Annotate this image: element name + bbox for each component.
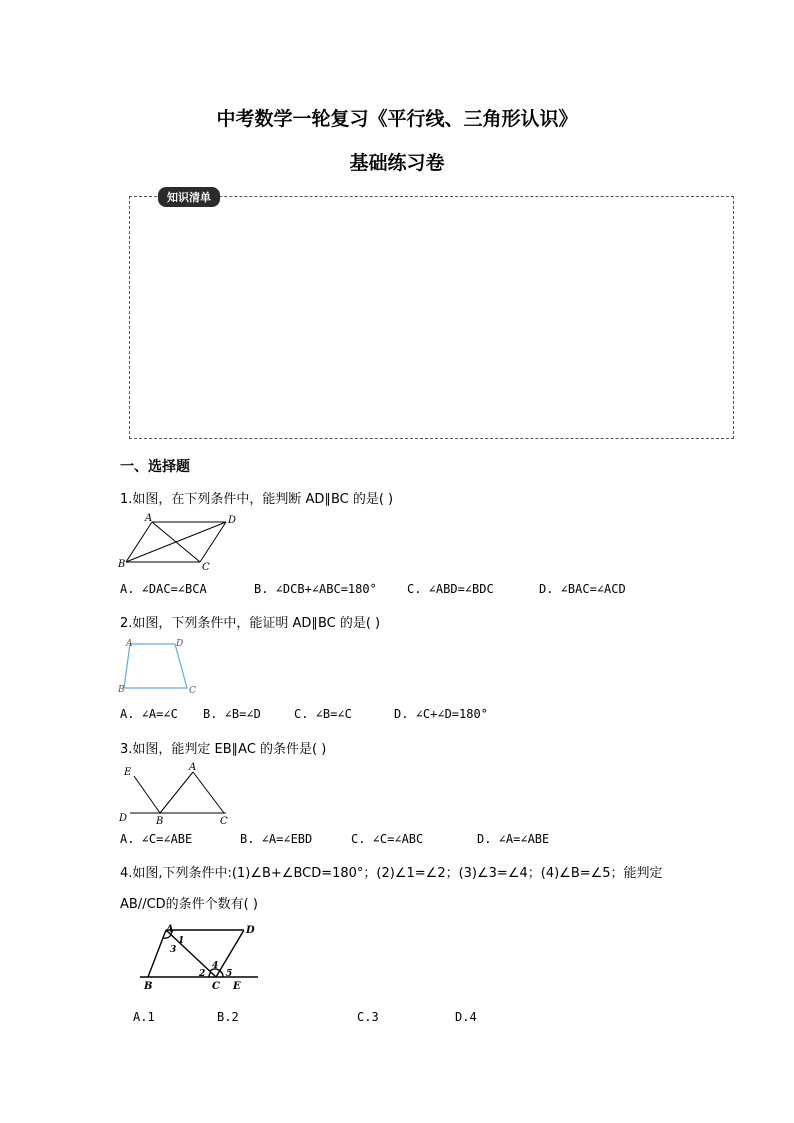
question-4-stem: 4.如图,下列条件中:(1)∠B+∠BCD=180°；(2)∠1=∠2；(3)∠3=∠4；(4)∠B=∠5；能判定 bbox=[120, 866, 663, 881]
label-a: A bbox=[189, 762, 197, 773]
label-b: B bbox=[118, 559, 126, 570]
knowledge-list-box bbox=[129, 196, 734, 439]
q1-option-c[interactable]: C. ∠ABD=∠BDC bbox=[407, 582, 494, 596]
question-1-stem: 1.如图，在下列条件中，能判断 AD∥BC 的是( ) bbox=[120, 492, 394, 507]
label-e: E bbox=[233, 981, 241, 992]
question-1-figure bbox=[118, 514, 248, 574]
segment-ab bbox=[148, 930, 166, 977]
q2-option-d[interactable]: D. ∠C+∠D=180° bbox=[394, 707, 488, 721]
q1-option-b[interactable]: B. ∠DCB+∠ABC=180° bbox=[254, 582, 377, 596]
page-subtitle: 基础练习卷 bbox=[349, 152, 445, 174]
label-c: C bbox=[212, 981, 220, 992]
segment-ac bbox=[193, 772, 224, 813]
angle-label-2: 2 bbox=[199, 969, 206, 979]
segment-ab bbox=[126, 522, 152, 562]
segment-dc bbox=[200, 522, 226, 562]
label-c: C bbox=[202, 562, 210, 573]
angle-label-4: 4 bbox=[212, 961, 219, 971]
label-c: C bbox=[220, 816, 228, 827]
q1-option-d[interactable]: D. ∠BAC=∠ACD bbox=[539, 582, 626, 596]
label-a: A bbox=[166, 924, 174, 935]
q4-option-b[interactable]: B.2 bbox=[217, 1010, 239, 1024]
q3-option-d[interactable]: D. ∠A=∠ABE bbox=[477, 832, 550, 846]
q3-option-a[interactable]: A. ∠C=∠ABE bbox=[120, 832, 193, 846]
label-b: B bbox=[118, 685, 125, 695]
label-d: D bbox=[246, 925, 255, 936]
label-d: D bbox=[176, 639, 184, 649]
q2-option-a[interactable]: A. ∠A=∠C bbox=[120, 707, 178, 721]
label-c: C bbox=[189, 686, 196, 696]
q4-option-d[interactable]: D.4 bbox=[455, 1010, 477, 1024]
segment-eb bbox=[134, 776, 160, 813]
knowledge-list-badge: 知识清单 bbox=[158, 187, 220, 207]
angle-arc-5 bbox=[220, 971, 223, 977]
label-a: A bbox=[145, 513, 153, 524]
label-d: D bbox=[119, 813, 128, 824]
question-4-stem-continued: AB//CD的条件个数有( ) bbox=[120, 897, 258, 912]
label-b: B bbox=[144, 981, 153, 992]
label-e: E bbox=[124, 767, 132, 778]
question-2-stem: 2.如图，下列条件中，能证明 AD∥BC 的是( ) bbox=[120, 616, 381, 631]
question-2-figure bbox=[118, 636, 208, 696]
label-b: B bbox=[156, 816, 164, 827]
q2-option-b[interactable]: B. ∠B=∠D bbox=[203, 707, 261, 721]
q3-option-b[interactable]: B. ∠A=∠EBD bbox=[240, 832, 313, 846]
angle-label-3: 3 bbox=[170, 945, 177, 955]
page-title: 中考数学一轮复习《平行线、三角形认识》 bbox=[216, 108, 578, 130]
q4-option-c[interactable]: C.3 bbox=[357, 1010, 379, 1024]
label-d: D bbox=[228, 515, 237, 526]
q4-option-a[interactable]: A.1 bbox=[133, 1010, 155, 1024]
segment-ba bbox=[160, 772, 193, 813]
angle-label-5: 5 bbox=[226, 969, 233, 979]
trapezoid-abcd bbox=[124, 644, 187, 688]
question-4-figure bbox=[140, 922, 265, 994]
label-a: A bbox=[126, 639, 133, 649]
question-3-stem: 3.如图，能判定 EB∥AC 的条件是( ) bbox=[120, 742, 327, 757]
angle-label-1: 1 bbox=[178, 936, 185, 946]
section-title: 一、选择题 bbox=[120, 459, 190, 475]
q3-option-c[interactable]: C. ∠C=∠ABC bbox=[351, 832, 424, 846]
angle-arc-2 bbox=[209, 972, 211, 977]
question-3-figure bbox=[118, 760, 233, 826]
q2-option-c[interactable]: C. ∠B=∠C bbox=[294, 707, 352, 721]
q1-option-a[interactable]: A. ∠DAC=∠BCA bbox=[120, 582, 207, 596]
diagonal-bd bbox=[126, 522, 226, 562]
